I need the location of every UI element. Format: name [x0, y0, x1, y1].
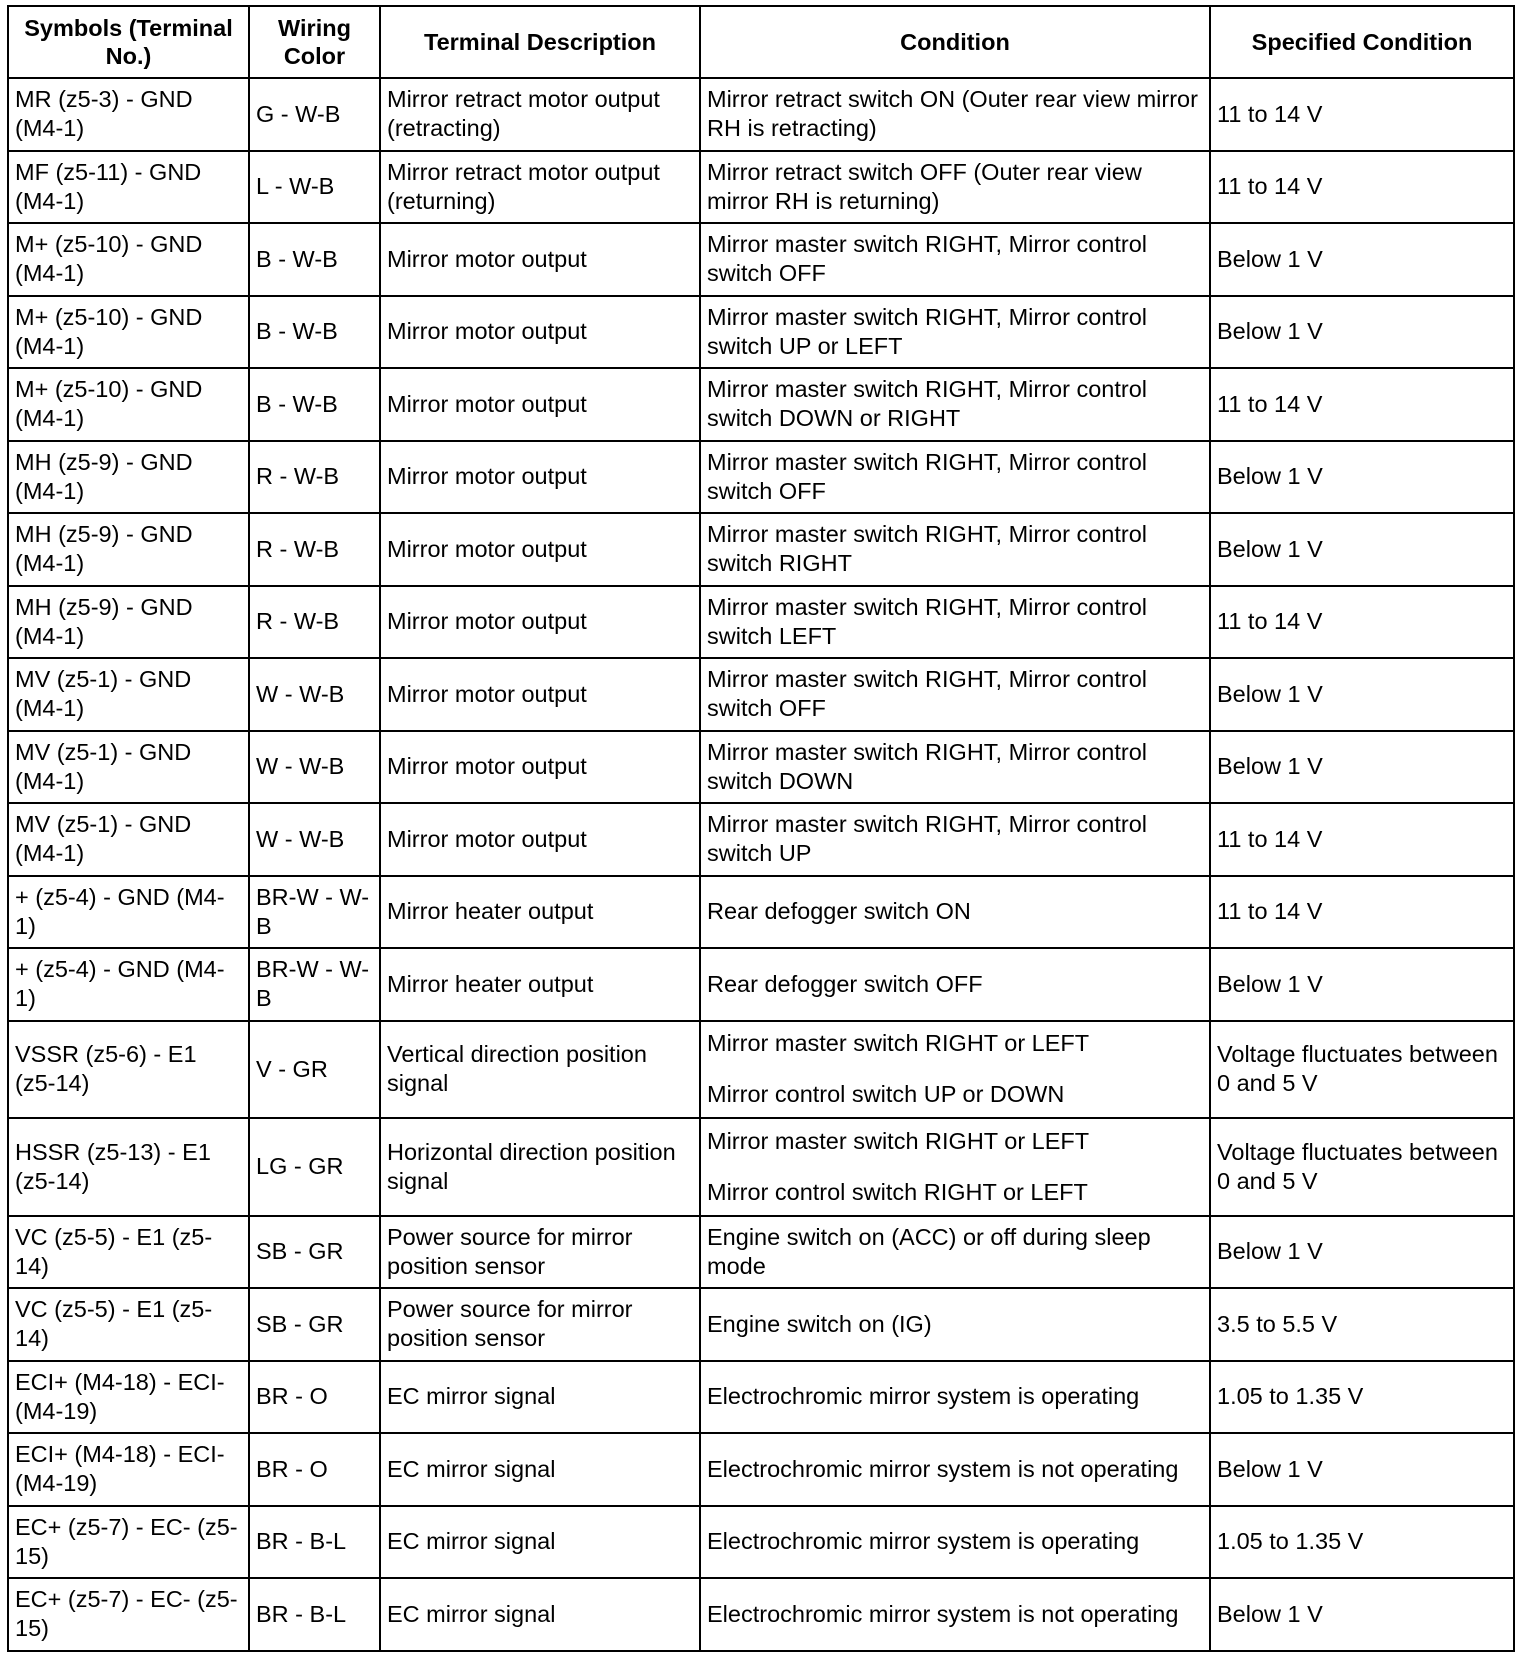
cell-specified-condition: Below 1 V	[1210, 513, 1514, 586]
cell-specified-condition: Below 1 V	[1210, 296, 1514, 369]
header-symbols: Symbols (Terminal No.)	[8, 6, 249, 78]
table-row	[8, 803, 1514, 876]
cell-specified-condition: 11 to 14 V	[1210, 586, 1514, 659]
cell-terminal-description: Power source for mirror position sensor	[380, 1288, 700, 1361]
cell-specified-condition: 1.05 to 1.35 V	[1210, 1506, 1514, 1579]
cell-symbol: EC+ (z5-7) - EC- (z5-15)	[8, 1506, 249, 1579]
cell-symbol: MH (z5-9) - GND (M4-1)	[8, 441, 249, 514]
cell-condition: Rear defogger switch ON	[700, 876, 1210, 949]
cell-symbol: MH (z5-9) - GND (M4-1)	[8, 513, 249, 586]
cell-condition: Mirror master switch RIGHT, Mirror control switch DOWN	[700, 731, 1210, 804]
cell-symbol: + (z5-4) - GND (M4-1)	[8, 876, 249, 949]
table-row	[8, 296, 1514, 369]
cell-symbol: VC (z5-5) - E1 (z5-14)	[8, 1216, 249, 1289]
cell-specified-condition: 11 to 14 V	[1210, 151, 1514, 224]
cell-wiring-color: BR - B-L	[249, 1578, 380, 1651]
condition-line: Mirror master switch RIGHT or LEFT	[707, 1030, 1090, 1057]
cell-wiring-color: BR-W - W-B	[249, 948, 380, 1021]
cell-condition	[700, 1118, 1210, 1216]
cell-wiring-color: W - W-B	[249, 658, 380, 731]
table-row	[8, 78, 1514, 151]
cell-specified-condition: Below 1 V	[1210, 658, 1514, 731]
cell-wiring-color: R - W-B	[249, 586, 380, 659]
cell-condition: Mirror master switch RIGHT, Mirror control switch UP	[700, 803, 1210, 876]
cell-specified-condition: 1.05 to 1.35 V	[1210, 1361, 1514, 1434]
cell-symbol: ECI+ (M4-18) - ECI- (M4-19)	[8, 1433, 249, 1506]
cell-specified-condition: Below 1 V	[1210, 1216, 1514, 1289]
table-row	[8, 1578, 1514, 1651]
cell-wiring-color: R - W-B	[249, 513, 380, 586]
condition-line: Mirror control switch RIGHT or LEFT	[707, 1178, 1088, 1205]
cell-condition: Mirror master switch RIGHT, Mirror control switch OFF	[700, 223, 1210, 296]
table-row	[8, 1506, 1514, 1579]
cell-terminal-description: Mirror motor output	[380, 441, 700, 514]
cell-terminal-description: EC mirror signal	[380, 1433, 700, 1506]
cell-wiring-color: LG - GR	[249, 1118, 380, 1216]
cell-wiring-color: G - W-B	[249, 78, 380, 151]
cell-specified-condition: 11 to 14 V	[1210, 803, 1514, 876]
terminal-spec-table	[7, 5, 1515, 1652]
cell-wiring-color: W - W-B	[249, 731, 380, 804]
table-row	[8, 1361, 1514, 1434]
cell-terminal-description: Power source for mirror position sensor	[380, 1216, 700, 1289]
cell-condition: Rear defogger switch OFF	[700, 948, 1210, 1021]
cell-symbol: MV (z5-1) - GND (M4-1)	[8, 658, 249, 731]
cell-terminal-description: Mirror motor output	[380, 731, 700, 804]
cell-symbol: EC+ (z5-7) - EC- (z5-15)	[8, 1578, 249, 1651]
cell-specified-condition: Voltage fluctuates between 0 and 5 V	[1210, 1118, 1514, 1216]
cell-wiring-color: BR - O	[249, 1361, 380, 1434]
cell-symbol: MR (z5-3) - GND (M4-1)	[8, 78, 249, 151]
cell-terminal-description: Mirror motor output	[380, 803, 700, 876]
cell-wiring-color: B - W-B	[249, 296, 380, 369]
cell-wiring-color: B - W-B	[249, 368, 380, 441]
cell-specified-condition: Below 1 V	[1210, 223, 1514, 296]
cell-symbol: VC (z5-5) - E1 (z5-14)	[8, 1288, 249, 1361]
cell-condition: Mirror master switch RIGHT, Mirror control switch OFF	[700, 441, 1210, 514]
cell-specified-condition: Below 1 V	[1210, 1578, 1514, 1651]
cell-condition: Mirror master switch RIGHT, Mirror control switch DOWN or RIGHT	[700, 368, 1210, 441]
cell-symbol: MF (z5-11) - GND (M4-1)	[8, 151, 249, 224]
table-row	[8, 223, 1514, 296]
cell-condition: Mirror master switch RIGHT, Mirror control switch LEFT	[700, 586, 1210, 659]
cell-specified-condition: Below 1 V	[1210, 731, 1514, 804]
cell-condition: Mirror retract switch ON (Outer rear view mirror RH is retracting)	[700, 78, 1210, 151]
cell-terminal-description: Horizontal direction position signal	[380, 1118, 700, 1216]
table-row	[8, 1288, 1514, 1361]
cell-condition: Mirror master switch RIGHT, Mirror control switch RIGHT	[700, 513, 1210, 586]
cell-wiring-color: V - GR	[249, 1021, 380, 1119]
table-row	[8, 1118, 1514, 1216]
cell-wiring-color: R - W-B	[249, 441, 380, 514]
table-row	[8, 948, 1514, 1021]
table-row	[8, 658, 1514, 731]
cell-wiring-color: BR - B-L	[249, 1506, 380, 1579]
cell-terminal-description: EC mirror signal	[380, 1361, 700, 1434]
cell-wiring-color: BR-W - W-B	[249, 876, 380, 949]
cell-terminal-description: Mirror motor output	[380, 513, 700, 586]
cell-condition: Engine switch on (IG)	[700, 1288, 1210, 1361]
cell-condition: Engine switch on (ACC) or off during sleep mode	[700, 1216, 1210, 1289]
cell-terminal-description: EC mirror signal	[380, 1506, 700, 1579]
cell-condition	[700, 1021, 1210, 1119]
table-row	[8, 441, 1514, 514]
cell-symbol: M+ (z5-10) - GND (M4-1)	[8, 223, 249, 296]
cell-terminal-description: Mirror motor output	[380, 368, 700, 441]
cell-condition: Electrochromic mirror system is operating	[700, 1361, 1210, 1434]
cell-specified-condition: 11 to 14 V	[1210, 368, 1514, 441]
cell-symbol: M+ (z5-10) - GND (M4-1)	[8, 296, 249, 369]
cell-specified-condition: Below 1 V	[1210, 948, 1514, 1021]
cell-symbol: HSSR (z5-13) - E1 (z5-14)	[8, 1118, 249, 1216]
condition-line: Mirror master switch RIGHT or LEFT	[707, 1127, 1090, 1154]
table-row	[8, 876, 1514, 949]
cell-wiring-color: B - W-B	[249, 223, 380, 296]
cell-wiring-color: BR - O	[249, 1433, 380, 1506]
table-row	[8, 731, 1514, 804]
table-row	[8, 368, 1514, 441]
cell-symbol: VSSR (z5-6) - E1 (z5-14)	[8, 1021, 249, 1119]
cell-terminal-description: Mirror motor output	[380, 296, 700, 369]
header-row	[8, 6, 1514, 78]
cell-terminal-description: Mirror retract motor output (returning)	[380, 151, 700, 224]
cell-condition: Mirror master switch RIGHT, Mirror control switch OFF	[700, 658, 1210, 731]
cell-condition: Mirror master switch RIGHT, Mirror control switch UP or LEFT	[700, 296, 1210, 369]
cell-specified-condition: 3.5 to 5.5 V	[1210, 1288, 1514, 1361]
cell-condition: Electrochromic mirror system is operating	[700, 1506, 1210, 1579]
cell-specified-condition: Below 1 V	[1210, 441, 1514, 514]
cell-specified-condition: Voltage fluctuates between 0 and 5 V	[1210, 1021, 1514, 1119]
table-row	[8, 1433, 1514, 1506]
cell-symbol: ECI+ (M4-18) - ECI- (M4-19)	[8, 1361, 249, 1434]
cell-specified-condition: Below 1 V	[1210, 1433, 1514, 1506]
cell-wiring-color: W - W-B	[249, 803, 380, 876]
cell-terminal-description: Mirror retract motor output (retracting)	[380, 78, 700, 151]
condition-line: Mirror control switch UP or DOWN	[707, 1081, 1065, 1108]
table-body	[8, 78, 1514, 1651]
header-specified-condition: Specified Condition	[1210, 6, 1514, 78]
cell-specified-condition: 11 to 14 V	[1210, 78, 1514, 151]
cell-symbol: + (z5-4) - GND (M4-1)	[8, 948, 249, 1021]
cell-symbol: MH (z5-9) - GND (M4-1)	[8, 586, 249, 659]
cell-terminal-description: Mirror motor output	[380, 223, 700, 296]
cell-wiring-color: SB - GR	[249, 1216, 380, 1289]
table-row	[8, 1216, 1514, 1289]
table-row	[8, 151, 1514, 224]
table-row	[8, 513, 1514, 586]
cell-terminal-description: Mirror motor output	[380, 658, 700, 731]
cell-terminal-description: EC mirror signal	[380, 1578, 700, 1651]
cell-terminal-description: Mirror motor output	[380, 586, 700, 659]
cell-wiring-color: L - W-B	[249, 151, 380, 224]
cell-symbol: MV (z5-1) - GND (M4-1)	[8, 731, 249, 804]
header-terminal-description: Terminal Description	[380, 6, 700, 78]
table-row	[8, 586, 1514, 659]
cell-symbol: MV (z5-1) - GND (M4-1)	[8, 803, 249, 876]
cell-condition: Mirror retract switch OFF (Outer rear view mirror RH is returning)	[700, 151, 1210, 224]
cell-symbol: M+ (z5-10) - GND (M4-1)	[8, 368, 249, 441]
table-row	[8, 1021, 1514, 1119]
cell-wiring-color: SB - GR	[249, 1288, 380, 1361]
cell-terminal-description: Vertical direction position signal	[380, 1021, 700, 1119]
header-condition: Condition	[700, 6, 1210, 78]
cell-condition: Electrochromic mirror system is not operating	[700, 1433, 1210, 1506]
cell-terminal-description: Mirror heater output	[380, 948, 700, 1021]
cell-specified-condition: 11 to 14 V	[1210, 876, 1514, 949]
cell-terminal-description: Mirror heater output	[380, 876, 700, 949]
header-wiring-color: Wiring Color	[249, 6, 380, 78]
cell-condition: Electrochromic mirror system is not operating	[700, 1578, 1210, 1651]
